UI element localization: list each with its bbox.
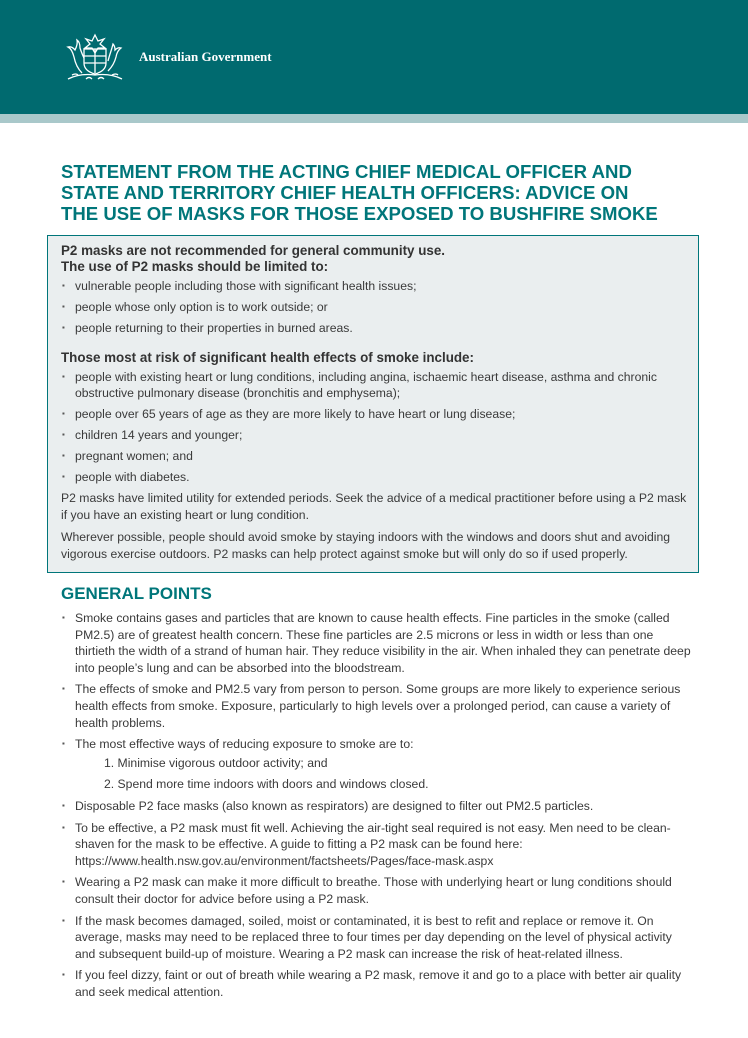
steps-list — [75, 755, 691, 793]
risk-list — [61, 369, 689, 485]
general-points-heading: GENERAL POINTS — [61, 584, 212, 603]
risk-heading: Those most at risk of significant health effects of smoke include: — [61, 350, 474, 365]
callout-heading-line1: P2 masks are not recommended for general community use. — [61, 243, 445, 258]
header-banner — [0, 0, 748, 114]
step-item: 1. Minimise vigorous outdoor activity; and — [104, 755, 328, 770]
list-item: ▪ people whose only option is to work outside; or — [61, 299, 689, 315]
list-item: ▪ Wearing a P2 mask can make it more difficult to breathe. Those with underlying heart or lung conditions should consult their doctor for advice before using a P2 mask. — [61, 874, 691, 907]
title-line: THE USE OF MASKS FOR THOSE EXPOSED TO BUSHFIRE SMOKE — [61, 203, 658, 224]
coat-of-arms-icon — [60, 29, 130, 85]
step-item: 2. Spend more time indoors with doors and windows closed. — [104, 777, 429, 792]
list-item: ▪ vulnerable people including those with significant health issues; — [61, 278, 689, 294]
list-item: ▪ people over 65 years of age as they are more likely to have heart or lung disease; — [61, 406, 689, 422]
callout-box — [47, 235, 699, 573]
list-item: ▪ Disposable P2 face masks (also known as respirators) are designed to filter out PM2.5 particles. — [61, 798, 691, 815]
header-stripe — [0, 114, 748, 123]
list-item: ▪ pregnant women; and — [61, 448, 689, 464]
list-item: ▪ The effects of smoke and PM2.5 vary from person to person. Some groups are more likely to experience serious health effects from smoke. Exposure, particularly to high levels over a prolonged period, can cause a variety of health problems. — [61, 681, 691, 731]
list-item — [61, 736, 691, 793]
list-item: ▪ Smoke contains gases and particles that are known to cause health effects. Fine particles in the smoke (called PM2.5) are of greatest health concern. These fine particles are 2.5 microns or less in width or less than one thirtieth the width of a strand of human hair. They reduce visibility in the air. When inhaled they can penetrate deep into people’s lung and can be absorbed into the bloodstream. — [61, 610, 691, 676]
callout-heading-line2: The use of P2 masks should be limited to: — [61, 259, 329, 274]
callout-paragraph: P2 masks have limited utility for extended periods. Seek the advice of a medical practitioner before using a P2 mask if you have an existing heart or lung condition. — [61, 491, 687, 522]
list-item: ▪ To be effective, a P2 mask must fit well. Achieving the air-tight seal required is not easy. Men need to be clean-shaven for the mask to be effective. A guide to fitting a P2 mask can be found here: https://www.health.nsw.gov.au/environment/factsheets/Pages/face-mask.aspx — [61, 820, 691, 870]
list-item: ▪ children 14 years and younger; — [61, 427, 689, 443]
title-line: STATEMENT FROM THE ACTING CHIEF MEDICAL OFFICER AND — [61, 161, 632, 182]
mask-use-list — [61, 278, 689, 336]
general-points-list — [61, 610, 691, 1000]
list-item: ▪ people with existing heart or lung conditions, including angina, ischaemic heart disease, asthma and chronic obstructive pulmonary disease (bronchitis and emphysema); — [61, 369, 689, 401]
title-line: STATE AND TERRITORY CHIEF HEALTH OFFICERS: ADVICE ON — [61, 182, 629, 203]
list-item: ▪ people returning to their properties in burned areas. — [61, 320, 689, 336]
list-item: ▪ If the mask becomes damaged, soiled, moist or contaminated, it is best to refit and replace or remove it. On average, masks may need to be replaced three to four times per day depending on the level of physical activity and subsequent build-up of moisture. Wearing a P2 mask can increase the risk of heat-related illness. — [61, 913, 691, 963]
list-item: ▪ If you feel dizzy, faint or out of breath while wearing a P2 mask, remove it and go to a place with better air quality and seek medical attention. — [61, 967, 691, 1000]
list-item-text: The most effective ways of reducing exposure to smoke are to: — [75, 737, 414, 752]
callout-paragraph: Wherever possible, people should avoid smoke by staying indoors with the windows and doors shut and avoiding vigorous exercise outdoors. P2 masks can help protect against smoke but will only do so if used properly. — [61, 530, 671, 561]
government-name: Australian Government — [139, 49, 272, 64]
page-title — [61, 161, 711, 224]
list-item: ▪ people with diabetes. — [61, 469, 689, 485]
general-points-section — [61, 607, 691, 1005]
